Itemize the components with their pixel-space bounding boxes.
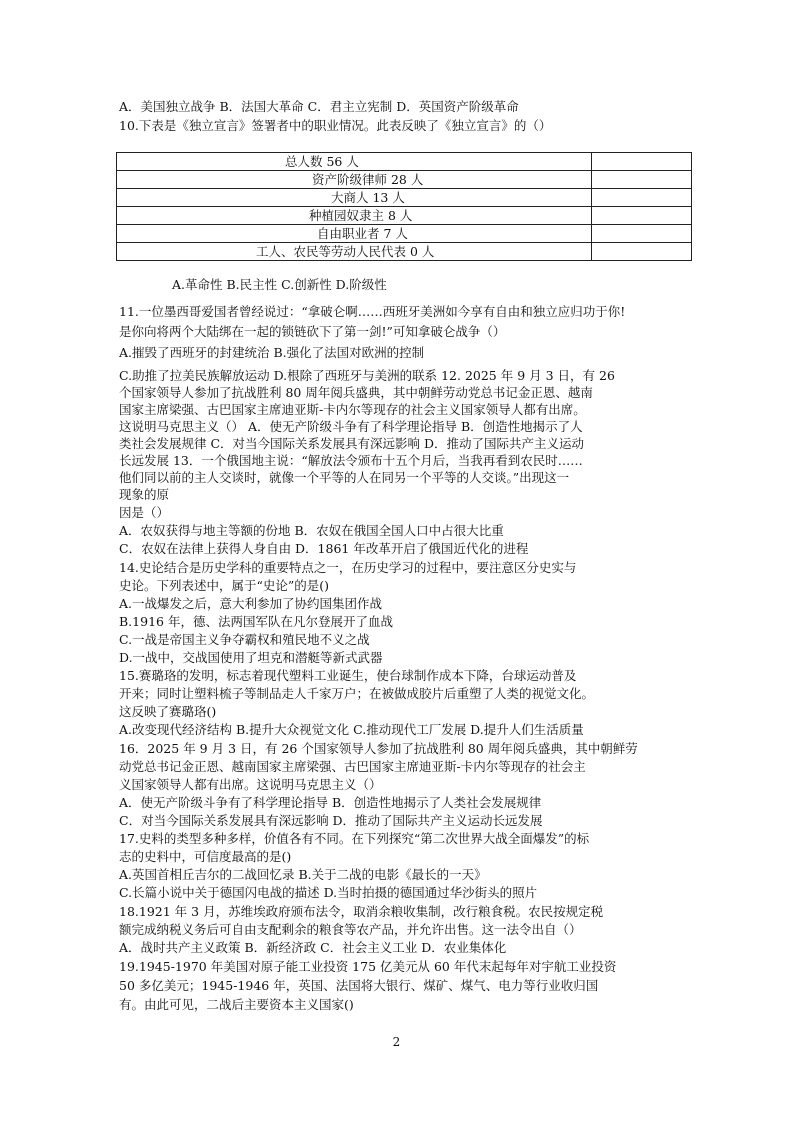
table-cell-empty xyxy=(591,189,691,207)
q11-stem: 11.一位墨西哥爱国者曾经说过：“拿破仑啊……西班牙美洲如今享有自由和独立应归功于你! xyxy=(119,304,626,319)
q15-stem: 15.赛璐珞的发明，标志着现代塑料工业诞生，使台球制作成本下降，台球运动普及 xyxy=(119,668,577,683)
q14-stem: 14.史论结合是历史学科的重要特点之一，在历史学习的过程中，要注意区分史实与 xyxy=(119,560,577,575)
q18-stem: 18.1921 年 3 月，苏维埃政府颁布法令，取消余粮收集制，改行粮食税。农民按规定税 xyxy=(119,904,604,919)
table-cell-empty xyxy=(591,171,691,189)
q19-stem: 50 多亿美元；1945-1946 年，英国、法国将大银行、煤矿、煤气、电力等行业收归国 xyxy=(119,978,599,993)
page-number: 2 xyxy=(392,1035,401,1049)
q17-options: C.长篇小说中关于德国闪电战的描述 D.当时拍摄的德国通过华沙街头的照片 xyxy=(119,885,538,900)
table-cell: 资产阶级律师 28 人 xyxy=(117,171,592,189)
q14-stem: 史论。下列表述中，属于“史论”的是() xyxy=(119,578,330,593)
q19-stem: 19.1945-1970 年美国对原子能工业投资 175 亿美元从 60 年代末起每年对宇航工业投资 xyxy=(119,959,617,974)
q17-options: A.英国首相丘吉尔的二战回忆录 B.关于二战的电影《最长的一天》 xyxy=(119,867,487,882)
q16-stem: 动党总书记金正恩、越南国家主席梁强、古巴国家主席迪亚斯-卡内尔等现存的社会主 xyxy=(119,759,586,774)
table-row xyxy=(117,153,692,171)
q13-options: C．农奴在法律上获得人身自由 D．1861 年改革开启了俄国近代化的进程 xyxy=(119,541,529,556)
q14-option-d: D.一战中，交战国使用了坦克和潜艇等新式武器 xyxy=(119,650,383,665)
table-cell: 种植园奴隶主 8 人 xyxy=(117,207,592,225)
q16-options: A．使无产阶级斗争有了科学理论指导 B．创造性地揭示了人类社会发展规律 xyxy=(119,795,542,810)
q11-options-q12-stem: C.助推了拉美民族解放运动 D.根除了西班牙与美洲的联系 12. 2025 年 9 月 3 日，有 26 xyxy=(119,368,615,383)
q17-stem: 17.史料的类型多种多样，价值各有不同。在下列探究“第二次世界大战全面爆发”的标 xyxy=(119,831,590,846)
table-cell: 大商人 13 人 xyxy=(117,189,592,207)
table-cell: 工人、农民等劳动人民代表 0 人 xyxy=(117,243,592,261)
table-cell: 自由职业者 7 人 xyxy=(117,225,592,243)
table-row xyxy=(117,189,692,207)
q12-options: 这说明马克思主义（） A．使无产阶级斗争有了科学理论指导 B．创造性地揭示了人 xyxy=(119,419,583,434)
q12-options-q13-stem: 长远发展 13．一个俄国地主说：“解放法令颁布十五个月后，当我再看到农民时…… xyxy=(119,453,583,468)
q11-stem: 是你向将两个大陆绑在一起的锁链砍下了第一剑!”可知拿破仑战争（） xyxy=(119,324,506,339)
q14-option-c: C.一战是帝国主义争夺霸权和殖民地不义之战 xyxy=(119,632,370,647)
table-cell-empty xyxy=(591,243,691,261)
q17-stem: 志的史料中，可信度最高的是() xyxy=(119,849,292,864)
q18-stem: 额完成纳税义务后可自由支配剩余的粮食等农产品，并允许出售。这一法令出自（） xyxy=(119,922,582,937)
q10-options: A.革命性 B.民主性 C.创新性 D.阶级性 xyxy=(172,277,387,292)
q9-options: A．美国独立战争 B．法国大革命 C．君主立宪制 D．英国资产阶级革命 xyxy=(119,99,519,114)
q12-options: 类社会发展规律 C．对当今国际关系发展具有深远影响 D．推动了国际共产主义运动 xyxy=(119,436,585,451)
q13-stem: 他们同以前的主人交谈时，就像一个平等的人在同另一个平等的人交谈。”出现这一 xyxy=(119,470,570,485)
table-row xyxy=(117,243,692,261)
q14-option-b: B.1916 年，德、法两国军队在凡尔登展开了血战 xyxy=(119,614,393,629)
q16-options: C．对当今国际关系发展具有深远影响 D．推动了国际共产主义运动长远发展 xyxy=(119,813,543,828)
table-cell-empty xyxy=(591,225,691,243)
q15-options: A.改变现代经济结构 B.提升大众视觉文化 C.推动现代工厂发展 D.提升人们生活质量 xyxy=(119,722,584,737)
table-row xyxy=(117,207,692,225)
q15-stem: 开来；同时让塑料梳子等制品走人千家万户；在被做成胶片后重塑了人类的视觉文化。 xyxy=(119,686,595,701)
q11-options: A.摧毁了西班牙的封建统治 B.强化了法国对欧洲的控制 xyxy=(119,345,425,360)
q18-options: A．战时共产主义政策 B．新经济政 C．社会主义工业 D．农业集体化 xyxy=(119,940,507,955)
q13-stem: 现象的原 xyxy=(119,487,170,502)
q16-stem: 义国家领导人都有出席。这说明马克思主义（） xyxy=(119,777,382,792)
table-cell-empty xyxy=(591,153,691,171)
q12-stem: 国家主席梁强、古巴国家主席迪亚斯-卡内尔等现存的社会主义国家领导人都有出席。 xyxy=(119,402,586,417)
table-row xyxy=(117,171,692,189)
q14-option-a: A.一战爆发之后，意大利参加了协约国集团作战 xyxy=(119,596,383,611)
q10-stem: 10.下表是《独立宣言》签署者中的职业情况。此表反映了《独立宣言》的（） xyxy=(119,118,552,133)
signers-occupation-table xyxy=(116,152,692,261)
q15-stem: 这反映了赛璐珞() xyxy=(119,704,217,719)
q13-stem: 因是（） xyxy=(119,505,170,520)
table-cell-empty xyxy=(591,207,691,225)
q16-stem: 16．2025 年 9 月 3 日，有 26 个国家领导人参加了抗战胜利 80 周年阅兵盛典，其中朝鲜劳 xyxy=(119,741,638,756)
q13-options: A．农奴获得与地主等额的份地 B．农奴在俄国全国人口中占很大比重 xyxy=(119,523,504,538)
q12-stem: 个国家领导人参加了抗战胜利 80 周年阅兵盛典，其中朝鲜劳动党总书记金正恩、越南 xyxy=(119,385,593,400)
q19-stem: 有。由此可见，二战后主要资本主义国家() xyxy=(119,997,354,1012)
table-row xyxy=(117,225,692,243)
table-cell: 总人数 56 人 xyxy=(117,153,592,171)
